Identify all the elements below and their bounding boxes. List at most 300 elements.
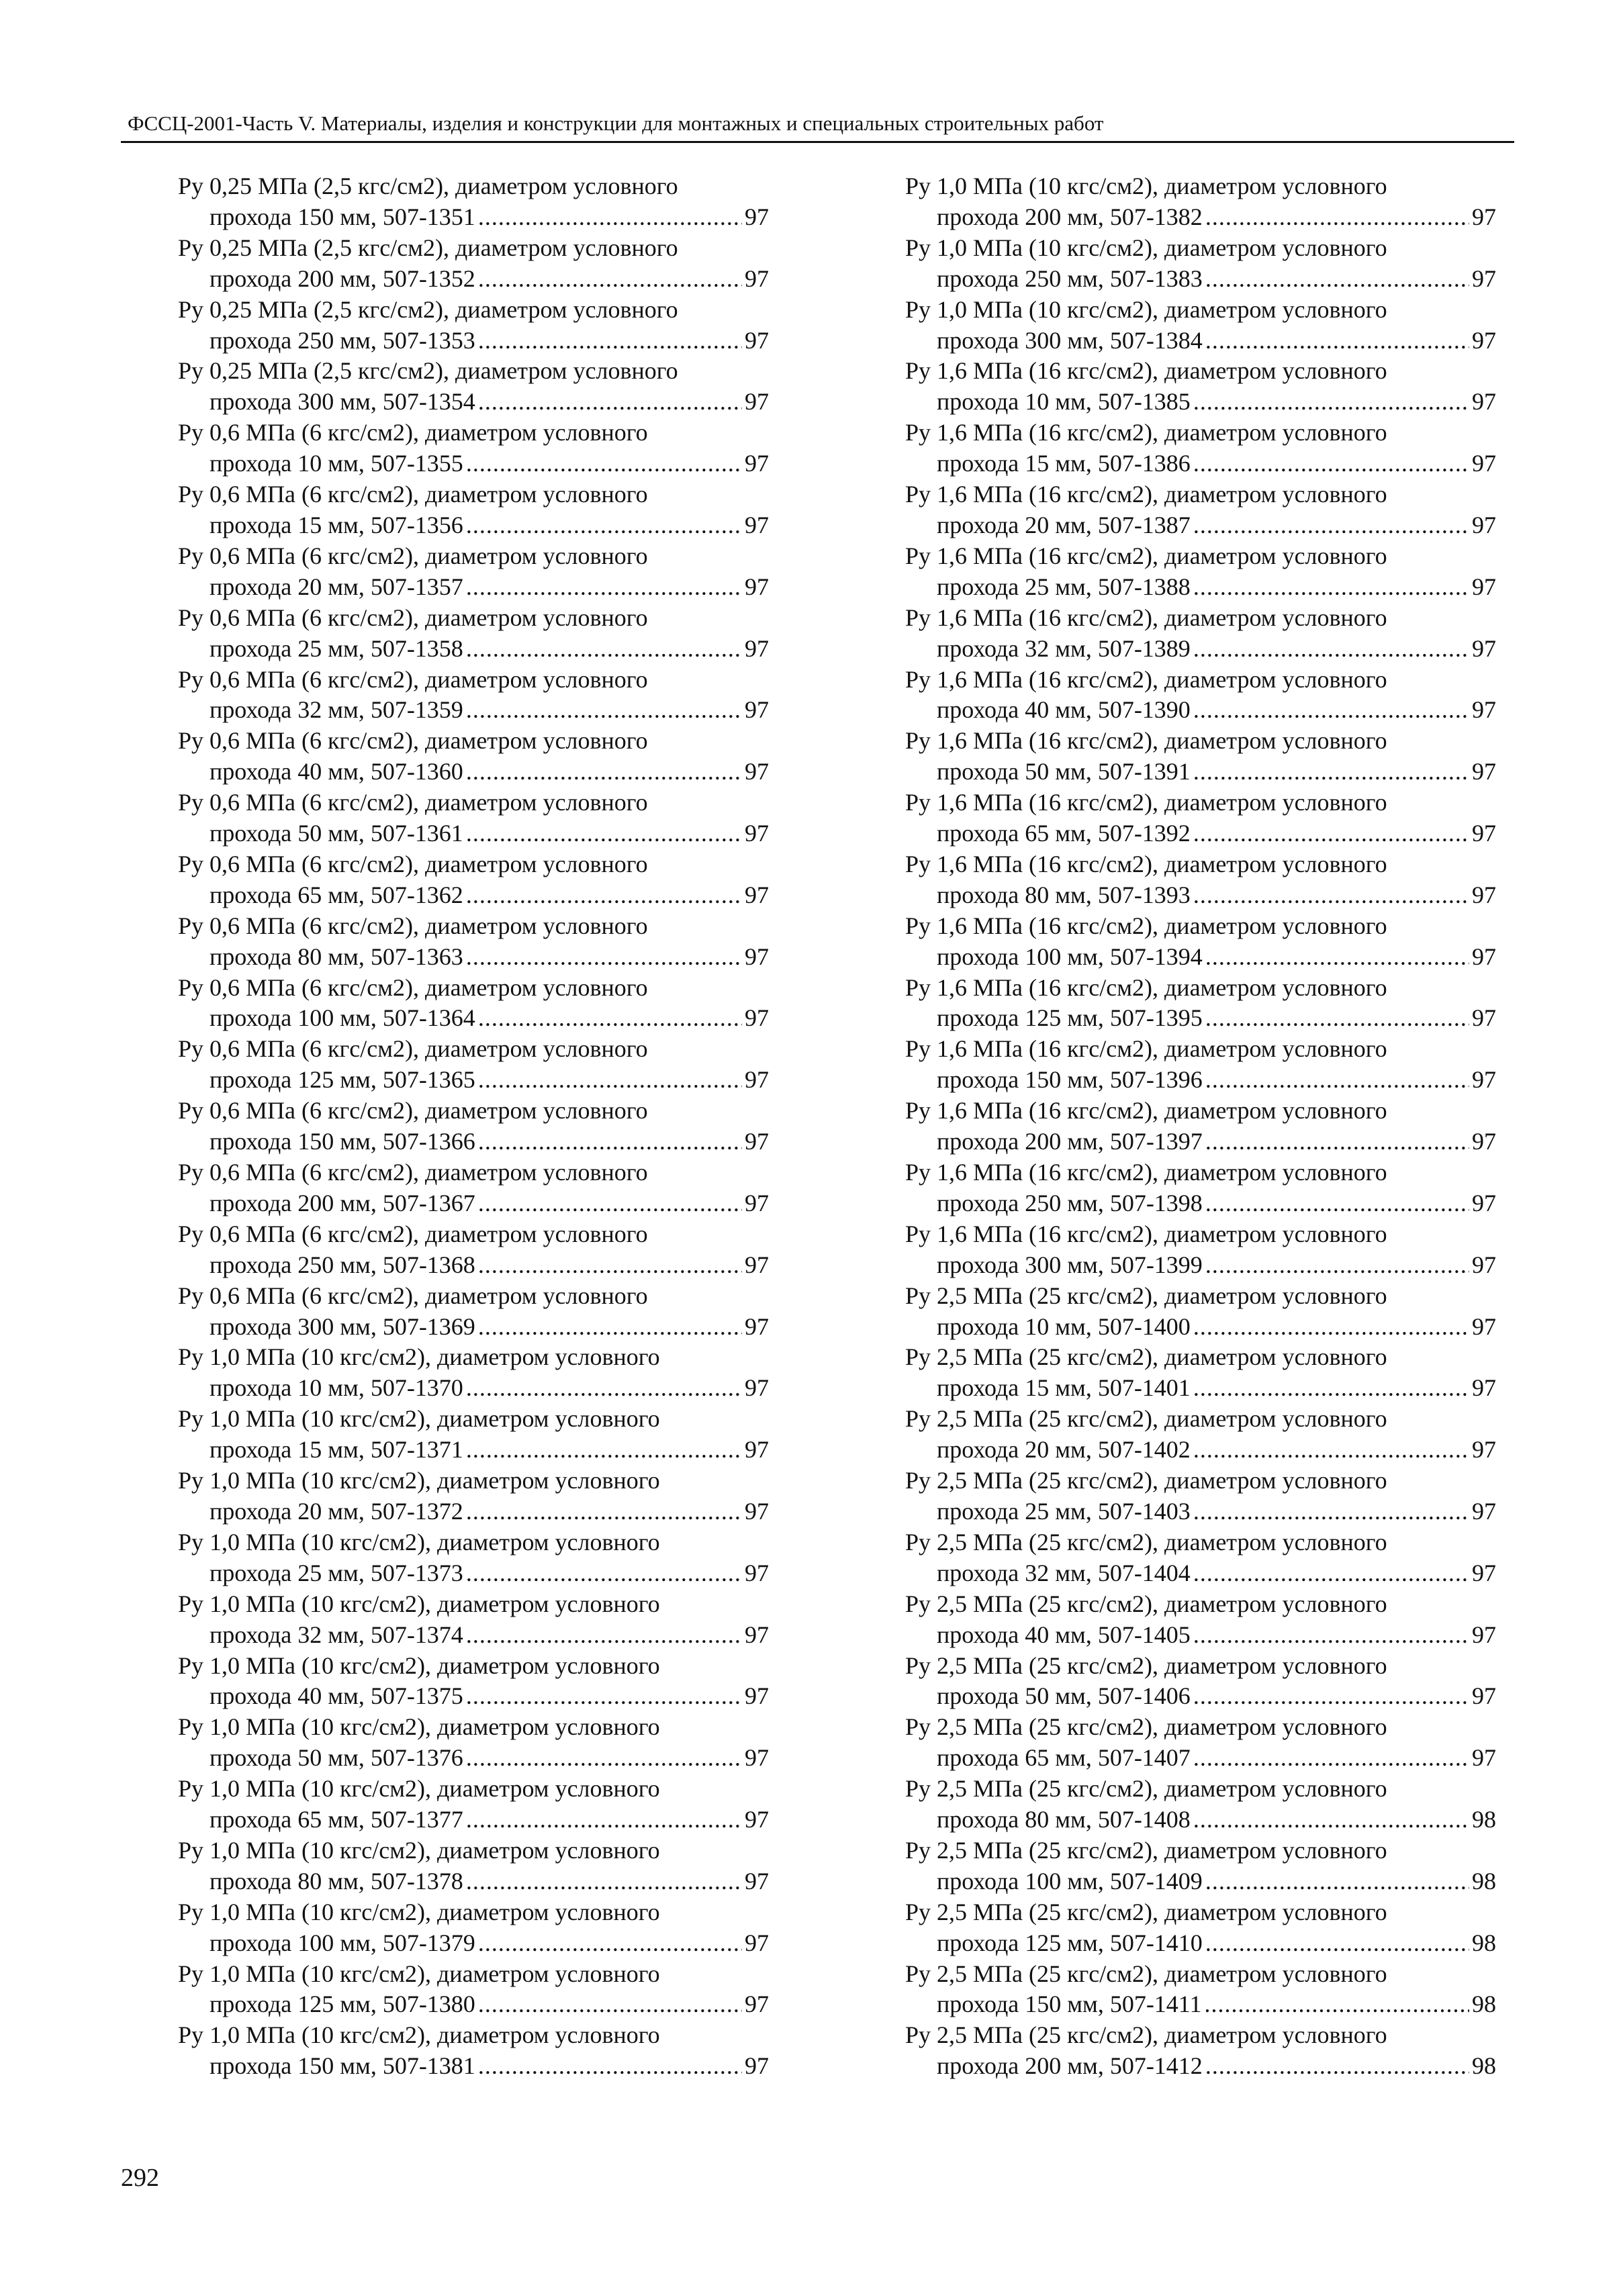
entry-code: прохода 32 мм, 507-1389	[937, 634, 1191, 662]
index-entry	[178, 1835, 769, 1897]
entry-code-line	[905, 1250, 1496, 1281]
index-entry	[905, 295, 1496, 356]
entry-description: Ру 1,6 МПа (16 кгс/см2), диаметром условного	[905, 357, 1387, 385]
entry-page-ref: 97	[745, 1744, 769, 1772]
index-entry	[178, 603, 769, 665]
entry-code-line	[905, 1435, 1496, 1466]
entry-page-ref: 97	[1472, 511, 1496, 538]
dot-leader	[478, 1989, 742, 2020]
entry-code-line	[178, 1065, 769, 1096]
dot-leader	[1205, 1003, 1469, 1034]
dot-leader	[1193, 1620, 1469, 1651]
index-entry	[178, 1712, 769, 1774]
entry-code: прохода 125 мм, 507-1410	[937, 1929, 1203, 1956]
entry-code: прохода 200 мм, 507-1382	[937, 203, 1203, 230]
entry-description: Ру 1,0 МПа (10 кгс/см2), диаметром условного	[178, 1836, 660, 1864]
entry-description: Ру 2,5 МПа (25 кгс/см2), диаметром условного	[905, 1405, 1387, 1433]
dot-leader	[1205, 1065, 1469, 1096]
entry-code-line	[905, 1928, 1496, 1959]
dot-leader	[1205, 1866, 1469, 1897]
dot-leader	[1205, 2051, 1469, 2082]
index-entry	[905, 1589, 1496, 1651]
entry-code: прохода 65 мм, 507-1407	[937, 1744, 1191, 1772]
entry-page-ref: 98	[1472, 1929, 1496, 1956]
index-entry	[178, 1034, 769, 1096]
entry-code-line	[178, 1681, 769, 1712]
index-entry	[178, 233, 769, 295]
entry-code-line	[178, 1373, 769, 1404]
entry-description: Ру 1,6 МПа (16 кгс/см2), диаметром условного	[905, 481, 1387, 508]
entry-page-ref: 97	[745, 1621, 769, 1648]
index-entry	[905, 1527, 1496, 1589]
index-entry	[178, 973, 769, 1035]
index-entry	[178, 1281, 769, 1343]
entry-code-line	[178, 1928, 769, 1959]
entry-code-line	[905, 1743, 1496, 1774]
entry-code: прохода 80 мм, 507-1378	[210, 1867, 463, 1895]
entry-page-ref: 97	[1472, 1744, 1496, 1772]
index-entry	[178, 418, 769, 479]
dot-leader	[1193, 387, 1469, 418]
dot-leader	[1205, 1250, 1469, 1281]
entry-code-line	[178, 818, 769, 849]
entry-code: прохода 32 мм, 507-1404	[937, 1559, 1191, 1586]
entry-code: прохода 40 мм, 507-1390	[937, 696, 1191, 724]
entry-description: Ру 0,25 МПа (2,5 кгс/см2), диаметром условного	[178, 357, 678, 385]
entry-description: Ру 1,6 МПа (16 кгс/см2), диаметром условного	[905, 542, 1387, 569]
dot-leader	[1193, 1743, 1469, 1774]
entry-code: прохода 20 мм, 507-1372	[210, 1497, 463, 1525]
index-entry	[905, 1897, 1496, 1959]
entry-code-line	[178, 202, 769, 233]
dot-leader	[1205, 1127, 1469, 1157]
dot-leader	[1193, 1681, 1469, 1712]
entry-description: Ру 2,5 МПа (25 кгс/см2), диаметром условного	[905, 2021, 1387, 2049]
entry-page-ref: 97	[1472, 943, 1496, 970]
entry-page-ref: 97	[745, 2052, 769, 2080]
running-header: ФССЦ-2001-Часть V. Материалы, изделия и конструкции для монтажных и специальных строительных работ	[128, 111, 1104, 135]
entry-description: Ру 0,6 МПа (6 кгс/см2), диаметром условного	[178, 850, 648, 877]
entry-description: Ру 1,6 МПа (16 кгс/см2), диаметром условного	[905, 850, 1387, 877]
entry-description: Ру 2,5 МПа (25 кгс/см2), диаметром условного	[905, 1775, 1387, 1803]
entry-code-line	[905, 1866, 1496, 1897]
entry-code: прохода 65 мм, 507-1392	[937, 820, 1191, 847]
dot-leader	[478, 1065, 742, 1096]
entry-page-ref: 97	[1472, 573, 1496, 600]
index-entry	[178, 1897, 769, 1959]
entry-code: прохода 300 мм, 507-1354	[210, 388, 475, 416]
index-entry	[905, 787, 1496, 849]
index-entry	[178, 1959, 769, 2021]
entry-code-line	[178, 1558, 769, 1589]
index-entry	[178, 295, 769, 356]
dot-leader	[1205, 264, 1469, 295]
entry-code: прохода 100 мм, 507-1379	[210, 1929, 475, 1956]
entry-page-ref: 97	[745, 758, 769, 785]
entry-code: прохода 300 мм, 507-1384	[937, 326, 1203, 354]
entry-description: Ру 2,5 МПа (25 кгс/см2), диаметром условного	[905, 1960, 1387, 1987]
entry-code: прохода 20 мм, 507-1387	[937, 511, 1191, 538]
entry-page-ref: 97	[745, 450, 769, 477]
entry-description: Ру 1,0 МПа (10 кгс/см2), диаметром условного	[905, 234, 1387, 261]
dot-leader	[466, 448, 742, 479]
page-number: 292	[121, 2164, 159, 2192]
entry-code-line	[905, 202, 1496, 233]
dot-leader	[466, 942, 742, 973]
entry-code: прохода 25 мм, 507-1358	[210, 634, 463, 662]
entry-description: Ру 1,6 МПа (16 кгс/см2), диаметром условного	[905, 912, 1387, 939]
entry-code: прохода 10 мм, 507-1400	[937, 1312, 1191, 1340]
entry-page-ref: 97	[1472, 388, 1496, 416]
entry-code-line	[905, 695, 1496, 726]
dot-leader	[1205, 1188, 1469, 1219]
entry-page-ref: 97	[1472, 1128, 1496, 1155]
index-entry	[178, 665, 769, 726]
entry-description: Ру 1,6 МПа (16 кгс/см2), диаметром условного	[905, 419, 1387, 446]
dot-leader	[478, 264, 742, 295]
dot-leader	[1193, 1496, 1469, 1527]
header-rule	[121, 141, 1514, 143]
dot-leader	[466, 1558, 742, 1589]
entry-code-line	[905, 634, 1496, 665]
index-entry	[178, 1404, 769, 1466]
entry-description: Ру 2,5 МПа (25 кгс/см2), диаметром условного	[905, 1282, 1387, 1309]
entry-description: Ру 2,5 МПа (25 кгс/см2), диаметром условного	[905, 1528, 1387, 1556]
entry-page-ref: 97	[745, 696, 769, 724]
entry-description: Ру 0,6 МПа (6 кгс/см2), диаметром условного	[178, 665, 648, 693]
entry-description: Ру 2,5 МПа (25 кгс/см2), диаметром условного	[905, 1590, 1387, 1617]
entry-code-line	[905, 1989, 1496, 2020]
entry-page-ref: 97	[745, 881, 769, 908]
entry-code: прохода 200 мм, 507-1352	[210, 265, 475, 292]
entry-code: прохода 150 мм, 507-1381	[210, 2052, 475, 2080]
entry-description: Ру 1,6 МПа (16 кгс/см2), диаметром условного	[905, 1097, 1387, 1125]
dot-leader	[466, 695, 742, 726]
entry-description: Ру 1,0 МПа (10 кгс/см2), диаметром условного	[178, 1343, 660, 1371]
entry-code-line	[178, 264, 769, 295]
entry-code-line	[178, 572, 769, 603]
index-entry	[905, 1342, 1496, 1404]
dot-leader	[466, 1435, 742, 1466]
entry-page-ref: 97	[745, 511, 769, 538]
entry-code: прохода 15 мм, 507-1401	[937, 1374, 1191, 1402]
entry-code: прохода 25 мм, 507-1388	[937, 573, 1191, 600]
index-entry	[905, 1034, 1496, 1096]
entry-code: прохода 25 мм, 507-1373	[210, 1559, 463, 1586]
index-entry	[905, 603, 1496, 665]
entry-code: прохода 65 мм, 507-1362	[210, 881, 463, 908]
entry-code: прохода 25 мм, 507-1403	[937, 1497, 1191, 1525]
entry-code-line	[178, 1127, 769, 1157]
entry-description: Ру 2,5 МПа (25 кгс/см2), диаметром условного	[905, 1467, 1387, 1494]
entry-code: прохода 125 мм, 507-1365	[210, 1066, 475, 1094]
entry-code: прохода 300 мм, 507-1399	[937, 1251, 1203, 1278]
entry-code: прохода 10 мм, 507-1385	[937, 388, 1191, 416]
dot-leader	[1193, 695, 1469, 726]
entry-description: Ру 2,5 МПа (25 кгс/см2), диаметром условного	[905, 1836, 1387, 1864]
entry-page-ref: 97	[745, 1436, 769, 1464]
dot-leader	[1205, 326, 1469, 356]
entry-description: Ру 0,6 МПа (6 кгс/см2), диаметром условного	[178, 419, 648, 446]
entry-code: прохода 200 мм, 507-1367	[210, 1189, 475, 1216]
entry-page-ref: 97	[1472, 820, 1496, 847]
index-column-right	[905, 171, 1496, 2082]
index-column-left	[178, 171, 769, 2082]
entry-code-line	[905, 387, 1496, 418]
entry-page-ref: 97	[745, 573, 769, 600]
dot-leader	[1193, 634, 1469, 665]
entry-description: Ру 0,6 МПа (6 кгс/см2), диаметром условного	[178, 604, 648, 631]
entry-page-ref: 97	[745, 1867, 769, 1895]
entry-code-line	[178, 757, 769, 787]
index-entry	[905, 1466, 1496, 1527]
entry-description: Ру 1,6 МПа (16 кгс/см2), диаметром условного	[905, 1159, 1387, 1186]
entry-description: Ру 1,6 МПа (16 кгс/см2), диаметром условного	[905, 1035, 1387, 1063]
dot-leader	[466, 880, 742, 911]
entry-code-line	[905, 1065, 1496, 1096]
index-entry	[905, 665, 1496, 726]
dot-leader	[1193, 1558, 1469, 1589]
entry-description: Ру 0,6 МПа (6 кгс/см2), диаметром условного	[178, 727, 648, 755]
dot-leader	[478, 326, 742, 356]
entry-code-line	[905, 448, 1496, 479]
dot-leader	[466, 1496, 742, 1527]
dot-leader	[478, 202, 742, 233]
entry-page-ref: 97	[1472, 1497, 1496, 1525]
dot-leader	[1193, 818, 1469, 849]
entry-page-ref: 97	[1472, 265, 1496, 292]
entry-code: прохода 200 мм, 507-1412	[937, 2052, 1203, 2080]
entry-description: Ру 0,6 МПа (6 кгс/см2), диаметром условного	[178, 481, 648, 508]
entry-page-ref: 97	[745, 820, 769, 847]
dot-leader	[1205, 942, 1469, 973]
entry-page-ref: 97	[745, 1128, 769, 1155]
dot-leader	[1193, 448, 1469, 479]
entry-code: прохода 50 мм, 507-1361	[210, 820, 463, 847]
dot-leader	[478, 387, 742, 418]
entry-code-line	[905, 326, 1496, 356]
index-entry	[905, 1219, 1496, 1281]
entry-code-line	[905, 510, 1496, 541]
entry-code: прохода 125 мм, 507-1395	[937, 1004, 1203, 1032]
entry-code: прохода 80 мм, 507-1363	[210, 943, 463, 970]
entry-code: прохода 15 мм, 507-1386	[937, 450, 1191, 477]
entry-description: Ру 0,6 МПа (6 кгс/см2), диаметром условного	[178, 789, 648, 816]
entry-description: Ру 0,6 МПа (6 кгс/см2), диаметром условного	[178, 1097, 648, 1125]
entry-page-ref: 97	[745, 1806, 769, 1833]
entry-description: Ру 0,6 МПа (6 кгс/см2), диаметром условного	[178, 542, 648, 569]
entry-code-line	[178, 448, 769, 479]
entry-code: прохода 100 мм, 507-1364	[210, 1004, 475, 1032]
entry-description: Ру 0,6 МПа (6 кгс/см2), диаметром условного	[178, 1282, 648, 1309]
entry-code-line	[905, 1620, 1496, 1651]
dot-leader	[1193, 572, 1469, 603]
dot-leader	[466, 1866, 742, 1897]
index-entry	[905, 171, 1496, 233]
entry-code: прохода 150 мм, 507-1351	[210, 203, 475, 230]
entry-page-ref: 97	[745, 1066, 769, 1094]
dot-leader	[1193, 1373, 1469, 1404]
entry-description: Ру 1,0 МПа (10 кгс/см2), диаметром условного	[178, 2021, 660, 2049]
dot-leader	[1193, 1805, 1469, 1835]
entry-description: Ру 1,6 МПа (16 кгс/см2), диаметром условного	[905, 727, 1387, 755]
dot-leader	[1193, 757, 1469, 787]
entry-description: Ру 0,25 МПа (2,5 кгс/см2), диаметром условного	[178, 234, 678, 261]
entry-code: прохода 50 мм, 507-1391	[937, 758, 1191, 785]
entry-code-line	[905, 1003, 1496, 1034]
index-entry	[178, 849, 769, 911]
entry-code: прохода 10 мм, 507-1355	[210, 450, 463, 477]
index-entry	[905, 1096, 1496, 1157]
entry-page-ref: 97	[745, 1004, 769, 1032]
entry-page-ref: 97	[745, 1929, 769, 1956]
entry-page-ref: 97	[1472, 1251, 1496, 1278]
entry-description: Ру 1,0 МПа (10 кгс/см2), диаметром условного	[178, 1590, 660, 1617]
entry-page-ref: 97	[745, 326, 769, 354]
entry-code-line	[905, 757, 1496, 787]
entry-code: прохода 15 мм, 507-1356	[210, 511, 463, 538]
entry-code-line	[178, 634, 769, 665]
index-entry	[905, 1835, 1496, 1897]
entry-page-ref: 97	[745, 265, 769, 292]
entry-description: Ру 2,5 МПа (25 кгс/см2), диаметром условного	[905, 1343, 1387, 1371]
entry-code: прохода 40 мм, 507-1375	[210, 1682, 463, 1710]
entry-code-line	[178, 1805, 769, 1835]
entry-page-ref: 97	[1472, 696, 1496, 724]
entry-code-line	[905, 818, 1496, 849]
entry-description: Ру 1,0 МПа (10 кгс/см2), диаметром условного	[178, 1652, 660, 1679]
dot-leader	[478, 1250, 742, 1281]
entry-page-ref: 97	[745, 1682, 769, 1710]
index-entry	[905, 911, 1496, 973]
index-entry	[905, 479, 1496, 541]
entry-code-line	[178, 695, 769, 726]
entry-description: Ру 2,5 МПа (25 кгс/см2), диаметром условного	[905, 1652, 1387, 1679]
entry-code-line	[905, 1805, 1496, 1835]
entry-page-ref: 97	[1472, 1621, 1496, 1648]
entry-description: Ру 1,0 МПа (10 кгс/см2), диаметром условного	[178, 1405, 660, 1433]
dot-leader	[466, 634, 742, 665]
dot-leader	[478, 1312, 742, 1343]
dot-leader	[478, 1928, 742, 1959]
dot-leader	[466, 1805, 742, 1835]
entry-code: прохода 80 мм, 507-1393	[937, 881, 1191, 908]
entry-code-line	[178, 1743, 769, 1774]
entry-code-line	[905, 1496, 1496, 1527]
entry-code-line	[905, 1373, 1496, 1404]
entry-page-ref: 97	[1472, 881, 1496, 908]
entry-code-line	[905, 1188, 1496, 1219]
index-entry	[905, 1281, 1496, 1343]
index-entry	[178, 1466, 769, 1527]
index-entry	[178, 1219, 769, 1281]
entry-page-ref: 98	[1472, 1991, 1496, 2018]
dot-leader	[1205, 1928, 1469, 1959]
index-entry	[178, 1157, 769, 1219]
entry-page-ref: 97	[745, 1251, 769, 1278]
entry-page-ref: 97	[1472, 1004, 1496, 1032]
entry-description: Ру 1,0 МПа (10 кгс/см2), диаметром условного	[178, 1960, 660, 1987]
entry-code: прохода 32 мм, 507-1359	[210, 696, 463, 724]
entry-code-line	[178, 510, 769, 541]
entry-description: Ру 1,6 МПа (16 кгс/см2), диаметром условного	[905, 789, 1387, 816]
index-entry	[178, 1342, 769, 1404]
entry-code: прохода 20 мм, 507-1357	[210, 573, 463, 600]
entry-page-ref: 97	[745, 203, 769, 230]
entry-code-line	[905, 1681, 1496, 1712]
index-entry	[905, 541, 1496, 603]
dot-leader	[478, 1127, 742, 1157]
entry-description: Ру 0,6 МПа (6 кгс/см2), диаметром условного	[178, 973, 648, 1001]
entry-code-line	[905, 942, 1496, 973]
dot-leader	[466, 818, 742, 849]
entry-page-ref: 97	[745, 1312, 769, 1340]
entry-code: прохода 80 мм, 507-1408	[937, 1806, 1191, 1833]
index-entry	[178, 1096, 769, 1157]
entry-code: прохода 200 мм, 507-1397	[937, 1128, 1203, 1155]
entry-description: Ру 1,0 МПа (10 кгс/см2), диаметром условного	[905, 295, 1387, 323]
entry-description: Ру 1,6 МПа (16 кгс/см2), диаметром условного	[905, 1220, 1387, 1247]
entry-code: прохода 250 мм, 507-1368	[210, 1251, 475, 1278]
entry-code: прохода 40 мм, 507-1405	[937, 1621, 1191, 1648]
index-entry	[178, 1589, 769, 1651]
index-entry	[178, 787, 769, 849]
entry-code: прохода 65 мм, 507-1377	[210, 1806, 463, 1833]
entry-page-ref: 97	[745, 1374, 769, 1402]
index-entry	[178, 2020, 769, 2082]
entry-code-line	[178, 942, 769, 973]
entry-page-ref: 97	[745, 943, 769, 970]
dot-leader	[1204, 1989, 1469, 2020]
entry-description: Ру 2,5 МПа (25 кгс/см2), диаметром условного	[905, 1898, 1387, 1925]
entry-code-line	[905, 1127, 1496, 1157]
entry-page-ref: 97	[1472, 450, 1496, 477]
entry-page-ref: 97	[1472, 1189, 1496, 1216]
entry-page-ref: 97	[1472, 1436, 1496, 1464]
entry-code: прохода 250 мм, 507-1383	[937, 265, 1203, 292]
entry-page-ref: 97	[1472, 1312, 1496, 1340]
index-entry	[905, 1959, 1496, 2021]
dot-leader	[466, 510, 742, 541]
entry-code-line	[905, 572, 1496, 603]
index-entry	[178, 1651, 769, 1713]
index-entry	[905, 849, 1496, 911]
dot-leader	[466, 757, 742, 787]
index-entry	[905, 1651, 1496, 1713]
entry-code-line	[178, 1188, 769, 1219]
index-entry	[905, 1157, 1496, 1219]
index-entry	[905, 418, 1496, 479]
entry-code-line	[178, 1003, 769, 1034]
index-entry	[905, 1712, 1496, 1774]
index-entry	[178, 911, 769, 973]
entry-page-ref: 97	[1472, 758, 1496, 785]
entry-page-ref: 97	[745, 1189, 769, 1216]
entry-page-ref: 97	[1472, 1682, 1496, 1710]
entry-description: Ру 1,6 МПа (16 кгс/см2), диаметром условного	[905, 665, 1387, 693]
entry-code-line	[178, 1250, 769, 1281]
entry-code: прохода 250 мм, 507-1353	[210, 326, 475, 354]
index-entry	[178, 1774, 769, 1835]
entry-description: Ру 1,0 МПа (10 кгс/см2), диаметром условного	[178, 1467, 660, 1494]
entry-description: Ру 1,0 МПа (10 кгс/см2), диаметром условного	[178, 1528, 660, 1556]
entry-description: Ру 1,0 МПа (10 кгс/см2), диаметром условного	[178, 1713, 660, 1741]
entry-code-line	[178, 326, 769, 356]
entry-code-line	[178, 1435, 769, 1466]
dot-leader	[466, 1620, 742, 1651]
index-entry	[178, 479, 769, 541]
entry-code-line	[905, 1558, 1496, 1589]
